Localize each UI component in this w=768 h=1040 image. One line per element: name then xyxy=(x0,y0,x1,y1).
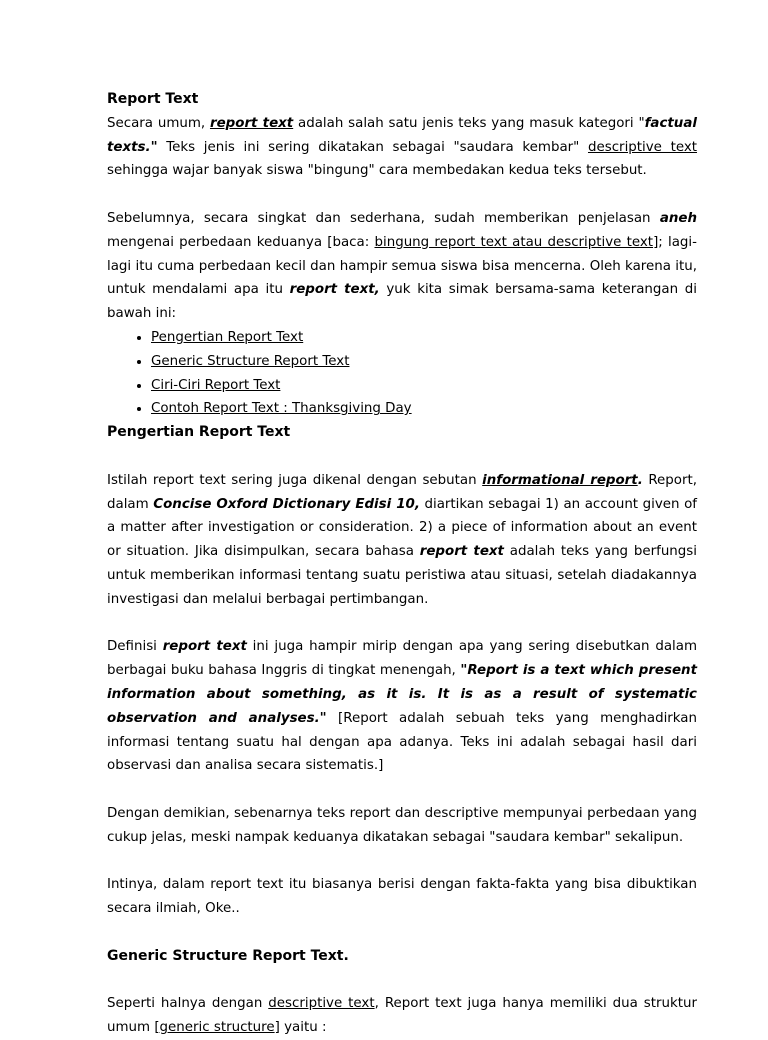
paragraph-sebelumnya xyxy=(107,207,697,326)
text-run: adalah teks yang berfungsi untuk memberikan informasi tentang suatu peristiwa atau situasi, setelah diadakannya investigasi dan melalui berbagai pertimbangan. xyxy=(107,544,697,607)
emphasis-report-text: report text xyxy=(162,639,247,655)
text-run: ini juga hampir mirip dengan apa yang sering disebutkan dalam berbagai buku bahasa Inggris di tingkat menengah, xyxy=(107,639,697,679)
link-report-text[interactable]: report text xyxy=(209,115,294,131)
emphasis-oxford: Concise Oxford Dictionary Edisi 10, xyxy=(153,496,420,512)
link-generic-structure[interactable]: Generic Structure Report Text xyxy=(151,353,350,369)
text-run: Secara umum, xyxy=(107,115,210,131)
heading-pengertian: Pengertian Report Text xyxy=(107,424,291,441)
text-run: Seperti halnya dengan xyxy=(107,996,269,1012)
emphasis-quote: "Report is a text which present information about something, as it is. It is as a result of systematic observation and analyses." xyxy=(107,663,697,726)
list-item xyxy=(151,350,697,374)
text-run: yuk kita simak bersama-sama keterangan di bawah ini: xyxy=(107,282,697,322)
text-run: Report, dalam xyxy=(107,472,697,512)
underlined-generic-structure: generic structure xyxy=(159,1020,275,1036)
emphasis-report-text: report text xyxy=(419,544,504,560)
text-run: ]; lagi-lagi itu cuma perbedaan kecil dan hampir semua siswa bisa mencerna. Oleh karena itu, untuk mendalami apa itu xyxy=(107,234,697,298)
link-bingung-report-text[interactable]: bingung report text atau descriptive text xyxy=(374,234,654,250)
emphasis-aneh: aneh xyxy=(659,210,697,226)
text-run: Istilah report text sering juga dikenal dengan sebutan xyxy=(107,472,483,488)
link-contoh[interactable]: Contoh Report Text : Thanksgiving Day xyxy=(151,401,412,417)
text-run: Definisi xyxy=(107,639,163,655)
paragraph-intro xyxy=(107,112,697,183)
link-descriptive-text[interactable]: descriptive text xyxy=(268,996,375,1012)
heading-report-text: Report Text xyxy=(107,91,199,107)
text-run: adalah salah satu jenis teks yang masuk kategori " xyxy=(293,115,645,131)
list-item xyxy=(151,374,697,398)
paragraph-istilah xyxy=(107,469,697,612)
paragraph-seperti xyxy=(107,992,697,1040)
list-item xyxy=(151,326,697,350)
text-run: Sebelumnya, secara singkat dan sederhana, sudah memberikan penjelasan xyxy=(107,210,660,226)
text-run: ] yaitu : xyxy=(274,1020,327,1036)
text-run: diartikan sebagai 1) an account given of a matter after investigation or consideration. 2) a piece of information about an event or situation. Jika disimpulkan, secara bahasa xyxy=(107,496,697,560)
toc-list xyxy=(107,326,697,421)
link-descriptive-text[interactable]: descriptive text xyxy=(587,139,698,155)
text-run: . xyxy=(637,472,643,488)
link-pengertian[interactable]: Pengertian Report Text xyxy=(151,329,304,345)
emphasis-factual-texts: factual texts." xyxy=(107,115,697,155)
text-run: [Report adalah sebuah teks yang menghadirkan informasi tentang suatu hal dengan apa adanya. Teks ini adalah sebagai hasil dari observasi dan analisa secara sistematis.] xyxy=(107,710,698,774)
paragraph-dengan-demikian: Dengan demikian, sebenarnya teks report dan descriptive mempunyai perbedaan yang cukup jelas, meski nampak keduanya dikatakan sebagai "saudara kembar" sekalipun. xyxy=(107,805,697,845)
paragraph-definisi xyxy=(107,635,697,778)
text-run: sehingga wajar banyak siswa "bingung" cara membedakan kedua teks tersebut. xyxy=(107,163,647,179)
document-body xyxy=(107,88,697,1040)
list-item xyxy=(151,397,697,421)
emphasis-report-text: report text, xyxy=(289,282,380,298)
text-run: mengenai perbedaan keduanya [baca: xyxy=(107,234,375,250)
text-run: Teks jenis ini sering dikatakan sebagai "saudara kembar" xyxy=(157,139,588,155)
text-run: , Report text juga hanya memiliki dua struktur umum [ xyxy=(107,996,697,1036)
paragraph-intinya: Intinya, dalam report text itu biasanya berisi dengan fakta-fakta yang bisa dibuktikan secara ilmiah, Oke.. xyxy=(107,877,697,917)
link-ciri-ciri[interactable]: Ciri-Ciri Report Text xyxy=(151,377,281,393)
heading-generic-structure: Generic Structure Report Text. xyxy=(107,947,349,964)
link-informational-report[interactable]: informational report xyxy=(482,472,638,488)
